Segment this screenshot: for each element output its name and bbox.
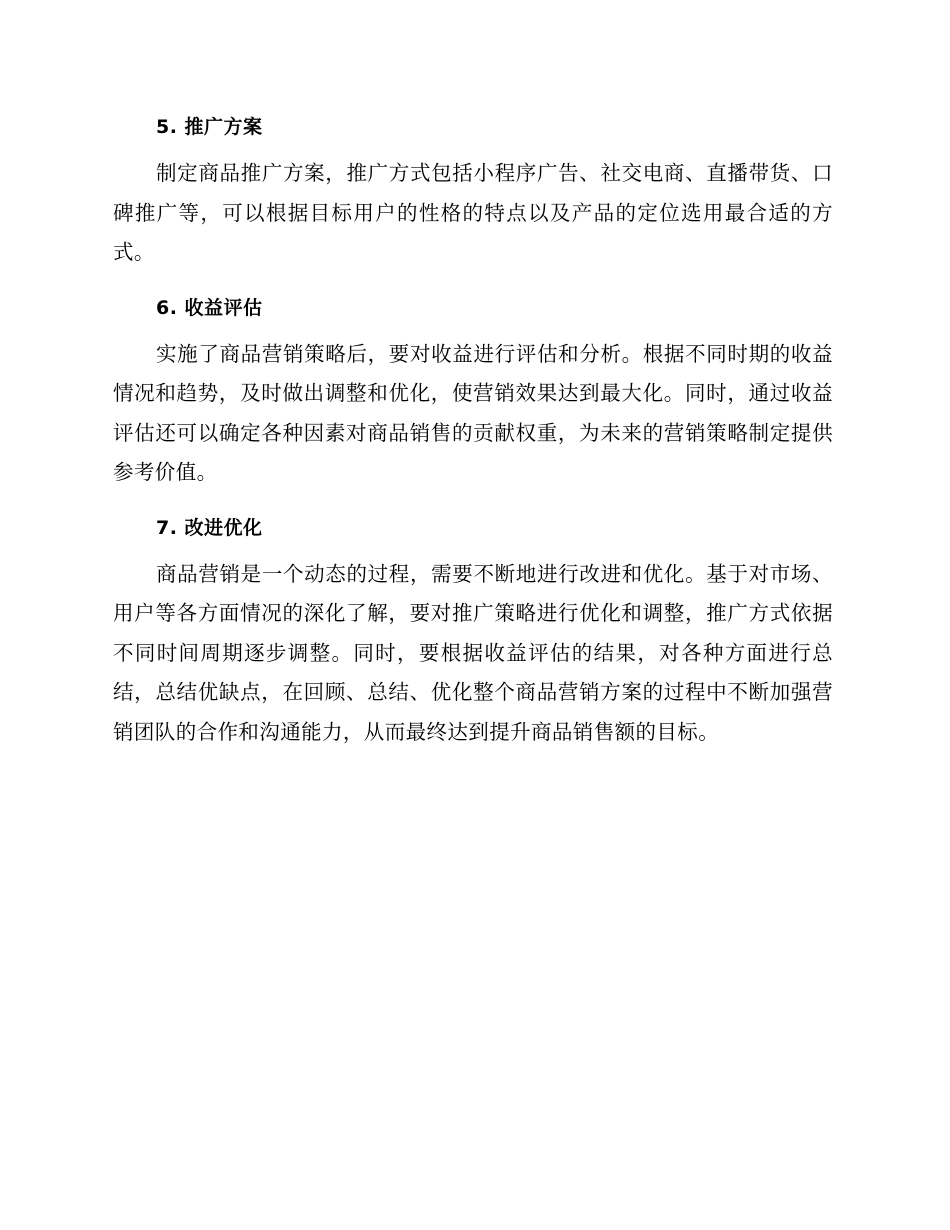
section-paragraph: 制定商品推广方案，推广方式包括小程序广告、社交电商、直播带货、口碑推广等，可以根据目标用户的性格的特点以及产品的定位选用最合适的方式。: [113, 161, 833, 264]
section-paragraph: 实施了商品营销策略后，要对收益进行评估和分析。根据不同时期的收益情况和趋势，及时做出调整和优化，使营销效果达到最大化。同时，通过收益评估还可以确定各种因素对商品销售的贡献权重，为未来的营销策略制定提供参考价值。: [113, 341, 833, 484]
document-content: [113, 108, 833, 768]
section-heading: 7. 改进优化: [156, 516, 263, 539]
section-promotion-plan: [113, 108, 833, 273]
section-revenue-evaluation: [113, 289, 833, 493]
section-improvement-optimization: [113, 509, 833, 753]
section-heading: 5. 推广方案: [156, 116, 263, 138]
section-heading: 6. 收益评估: [156, 296, 263, 319]
section-paragraph: 商品营销是一个动态的过程，需要不断地进行改进和优化。基于对市场、用户等各方面情况的深化了解，要对推广策略进行优化和调整，推广方式依据不同时间周期逐步调整。同时，要根据收益评估的结果，对各种方面进行总结，总结优缺点，在回顾、总结、优化整个商品营销方案的过程中不断加强营销团队的合作和沟通能力，从而最终达到提升商品销售额的目标。: [113, 561, 833, 744]
